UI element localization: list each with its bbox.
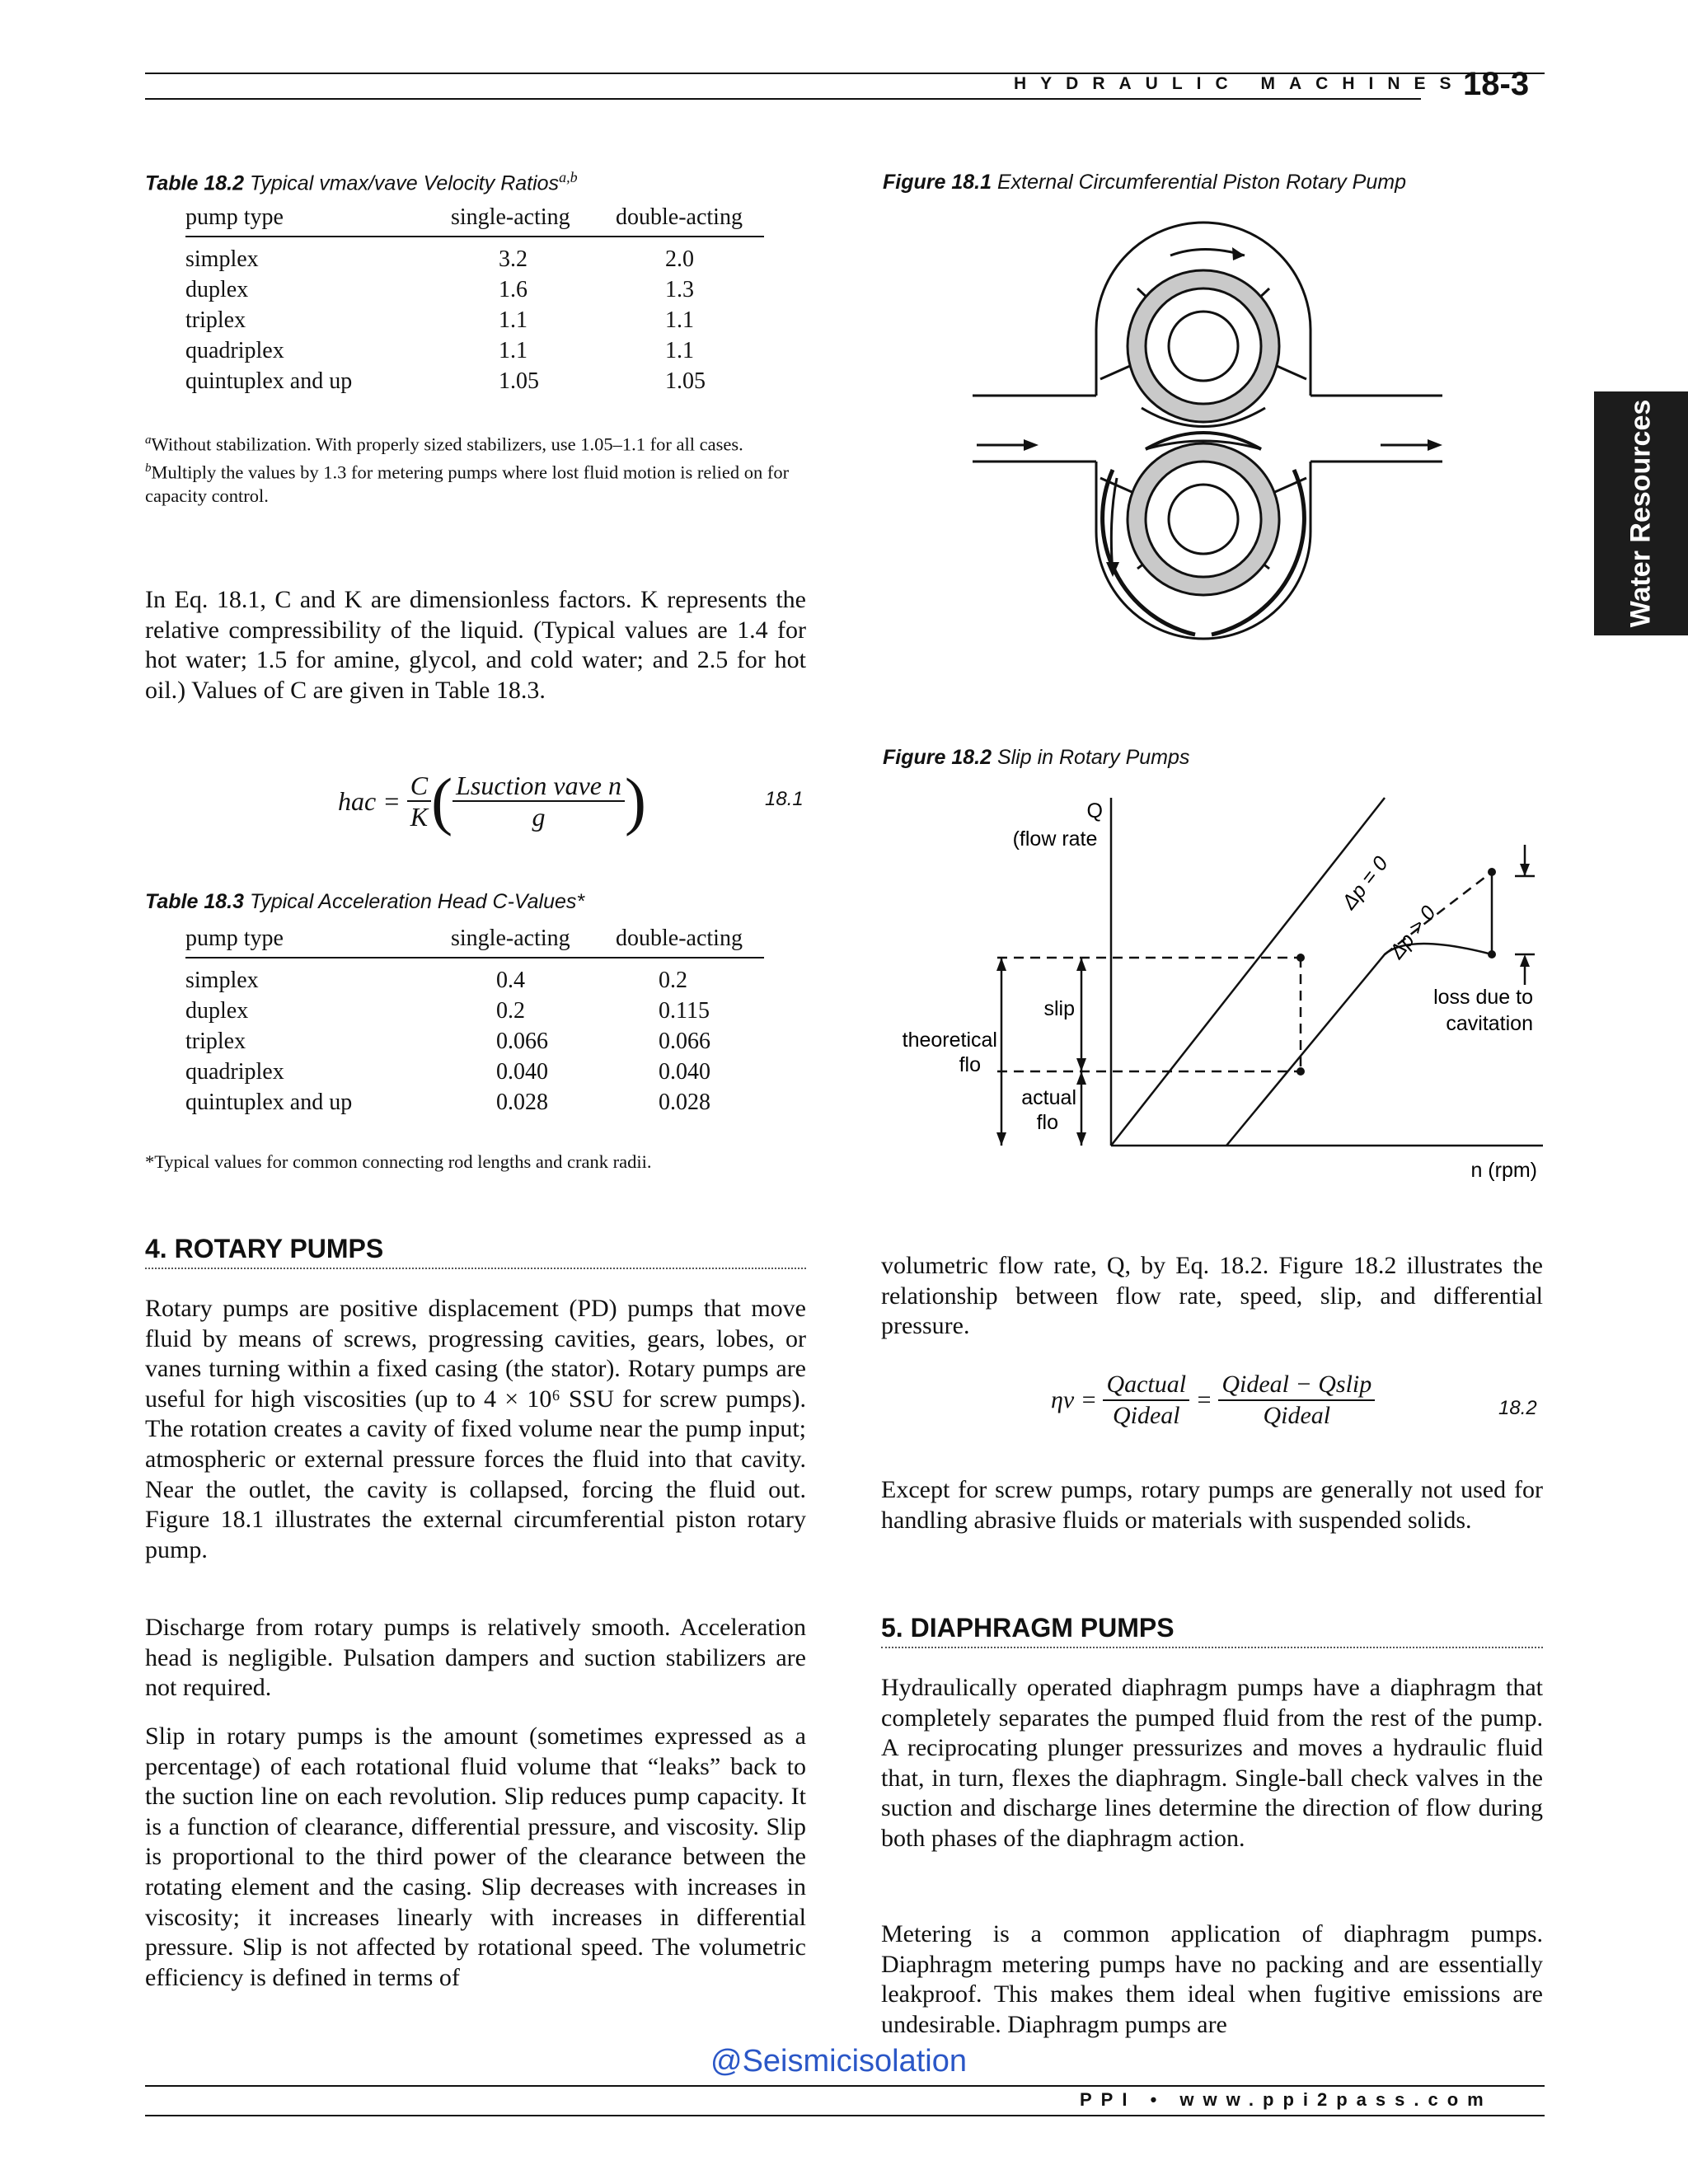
- col-header: single-acting: [451, 926, 616, 958]
- equation-18-1: hac = $\frac{C}{K}$ ( $\frac{\text{Lsuction vave n}}{g}$ ): [338, 765, 646, 837]
- cavitation-label-2: cavitation: [1446, 1012, 1533, 1035]
- table-row: quadriplex 1.1 1.1: [185, 338, 694, 363]
- footnote-b: Multiply the values by 1.3 for metering pumps where lost fluid motion is relied on for capacity control.: [145, 462, 790, 506]
- line-dp-zero: [1111, 798, 1385, 1146]
- paragraph: Discharge from rotary pumps is relatively smooth. Acceleration head is negligible. Pulsation dampers and suction stabilizers are not required.: [145, 1614, 806, 1702]
- theoretical-flow-label: theoretical: [902, 1029, 997, 1052]
- figure-18-1-pump-diagram: [948, 206, 1459, 668]
- side-tab[interactable]: [1594, 391, 1688, 635]
- cavitation-label: loss due to: [1433, 986, 1533, 1009]
- table-row: quintuplex and up 1.05 1.05: [185, 368, 706, 394]
- table-row: duplex 0.2 0.115: [185, 998, 710, 1024]
- actual-flow-label: actual: [1021, 1086, 1076, 1109]
- col-header: double-acting: [616, 926, 764, 958]
- col-header: pump type: [185, 926, 451, 958]
- col-header: double-acting: [616, 204, 764, 237]
- table-row: duplex 1.6 1.3: [185, 277, 694, 302]
- rotation-arrow-lower: [1111, 478, 1117, 573]
- page-number: 18-3: [1463, 66, 1530, 102]
- table-18-3-caption: Table 18.3 Typical Acceleration Head C-Values*: [145, 890, 585, 913]
- y-axis-label: Q: [1086, 799, 1103, 823]
- equation-number: 18.1: [765, 788, 804, 810]
- running-head: HYDRAULIC MACHINES: [1014, 74, 1465, 93]
- paragraph: Slip in rotary pumps is the amount (sometimes expressed as a percentage) of each rotational fluid volume that “leaks” back to the suction line on each revolution. Slip reduces pump capacity. It is a function of clearance, differential pressure, and viscosity. Slip is proportional to the third power of the clearance between the rotating element and the casing. Slip decreases with increases in viscosity; it increases linearly with increases in differential pressure. Slip is not affected by rotational speed. The volumetric efficiency is defined in terms of: [145, 1722, 806, 1991]
- y-axis-label-sub: (flow rate: [1012, 827, 1098, 851]
- table-18-3: [185, 926, 764, 1118]
- paragraph: Rotary pumps are positive displacement (PD) pumps that move fluid by means of screws, progressing cavities, gears, lobes, or vanes turning within a fixed casing (the stator). Rotary pumps are useful for high viscosities (up to 4 × 10⁶ SSU for screw pumps). The rotation creates a cavity of fixed volume near the pump input; atmospheric or external pressure forces the fluid into that cavity. Near the outlet, the cavity is collapsed, forcing the fluid out. Figure 18.1 illustrates the external circumferential piston rotary pump.: [145, 1295, 806, 1563]
- col-header: pump type: [185, 204, 451, 237]
- section-heading-rotary-pumps: 4. ROTARY PUMPS: [145, 1234, 806, 1269]
- footer-rule-top: [145, 2085, 1545, 2087]
- footer-text: PPI • www.ppi2pass.com: [1080, 2089, 1493, 2110]
- table-row: quintuplex and up 0.028 0.028: [185, 1090, 710, 1115]
- watermark: @Seismicisolation: [710, 2044, 968, 2079]
- equation-18-2: ηv = $\frac{\text{Qactual}}{\text{Qideal}}$ = $\frac{\text{Qideal − Qslip}}{\text{Qideal}}$: [1051, 1370, 1375, 1431]
- header-rule-bottom: [145, 98, 1421, 100]
- table-18-2-caption: Table 18.2 Typical vmax/vave Velocity Ratios$^{a,b}$: [145, 169, 578, 195]
- figure-18-1-caption: Figure 18.1 External Circumferential Piston Rotary Pump: [883, 171, 1406, 194]
- side-tab-label: Water Resources: [1625, 399, 1657, 628]
- line-label-dp-positive: Δp > 0: [1385, 901, 1441, 963]
- col-header: single-acting: [451, 204, 616, 237]
- x-axis-label: n (rpm): [1470, 1159, 1537, 1182]
- table-18-2-footnotes: $^a$Without stabilization. With properly sized stabilizers, use 1.05–1.1 for all cases. $^b$Multiply the values by 1.3 for metering pumps where lost fluid motion is relied on for capacity control.: [145, 434, 790, 506]
- paragraph: Hydraulically operated diaphragm pumps have a diaphragm that completely separates the pumped fluid from the rest of the pump. A reciprocating plunger pressurizes and moves a hydraulic fluid that, in turn, flexes the diaphragm. Single-ball check valves in the suction and discharge lines determine the direction of flow during both phases of the diaphragm action.: [881, 1674, 1543, 1852]
- table-row: quadriplex 0.040 0.040: [185, 1059, 710, 1085]
- table-row: simplex 3.2 2.0: [185, 246, 694, 272]
- slip-label: slip: [1043, 997, 1075, 1020]
- table-row: triplex 1.1 1.1: [185, 307, 694, 333]
- figure-18-2-caption: Figure 18.2 Slip in Rotary Pumps: [883, 746, 1190, 769]
- paragraph: volumetric flow rate, Q, by Eq. 18.2. Figure 18.2 illustrates the relationship between flow rate, speed, slip, and differential pressure.: [881, 1252, 1543, 1340]
- paragraph-eq-intro: In Eq. 18.1, C and K are dimensionless factors. K represents the relative compressibility of the liquid. (Typical values are 1.4 for hot water; 1.5 for amine, glycol, and cold water; and 2.5 for hot oil.) Values of C are given in Table 18.3.: [145, 586, 806, 704]
- section-heading-diaphragm-pumps: 5. DIAPHRAGM PUMPS: [881, 1613, 1543, 1648]
- table-row: triplex 0.066 0.066: [185, 1029, 710, 1054]
- figure-18-2-slip-diagram: [874, 791, 1550, 1195]
- table-18-3-footnote: *Typical values for common connecting rod lengths and crank radii.: [145, 1151, 652, 1172]
- paragraph: Metering is a common application of diaphragm pumps. Diaphragm metering pumps have no packing and are essentially leakproof. This makes them ideal when fugitive emissions are undesirable. Diaphragm pumps are: [881, 1920, 1543, 2038]
- footnote-a: Without stabilization. With properly sized stabilizers, use 1.05–1.1 for all cases.: [151, 434, 743, 455]
- table-18-2: [185, 204, 764, 396]
- footer-rule-bottom: [145, 2115, 1545, 2116]
- theoretical-flow-label-2: flo: [959, 1053, 981, 1076]
- line-label-dp-zero: Δp = 0: [1337, 851, 1393, 914]
- equation-number: 18.2: [1498, 1397, 1537, 1419]
- actual-flow-label-2: flo: [1036, 1111, 1058, 1134]
- line-dp-positive: [1226, 944, 1492, 1146]
- paragraph: Except for screw pumps, rotary pumps are generally not used for handling abrasive fluids or materials with suspended solids.: [881, 1476, 1543, 1534]
- table-row: simplex 0.4 0.2: [185, 968, 687, 993]
